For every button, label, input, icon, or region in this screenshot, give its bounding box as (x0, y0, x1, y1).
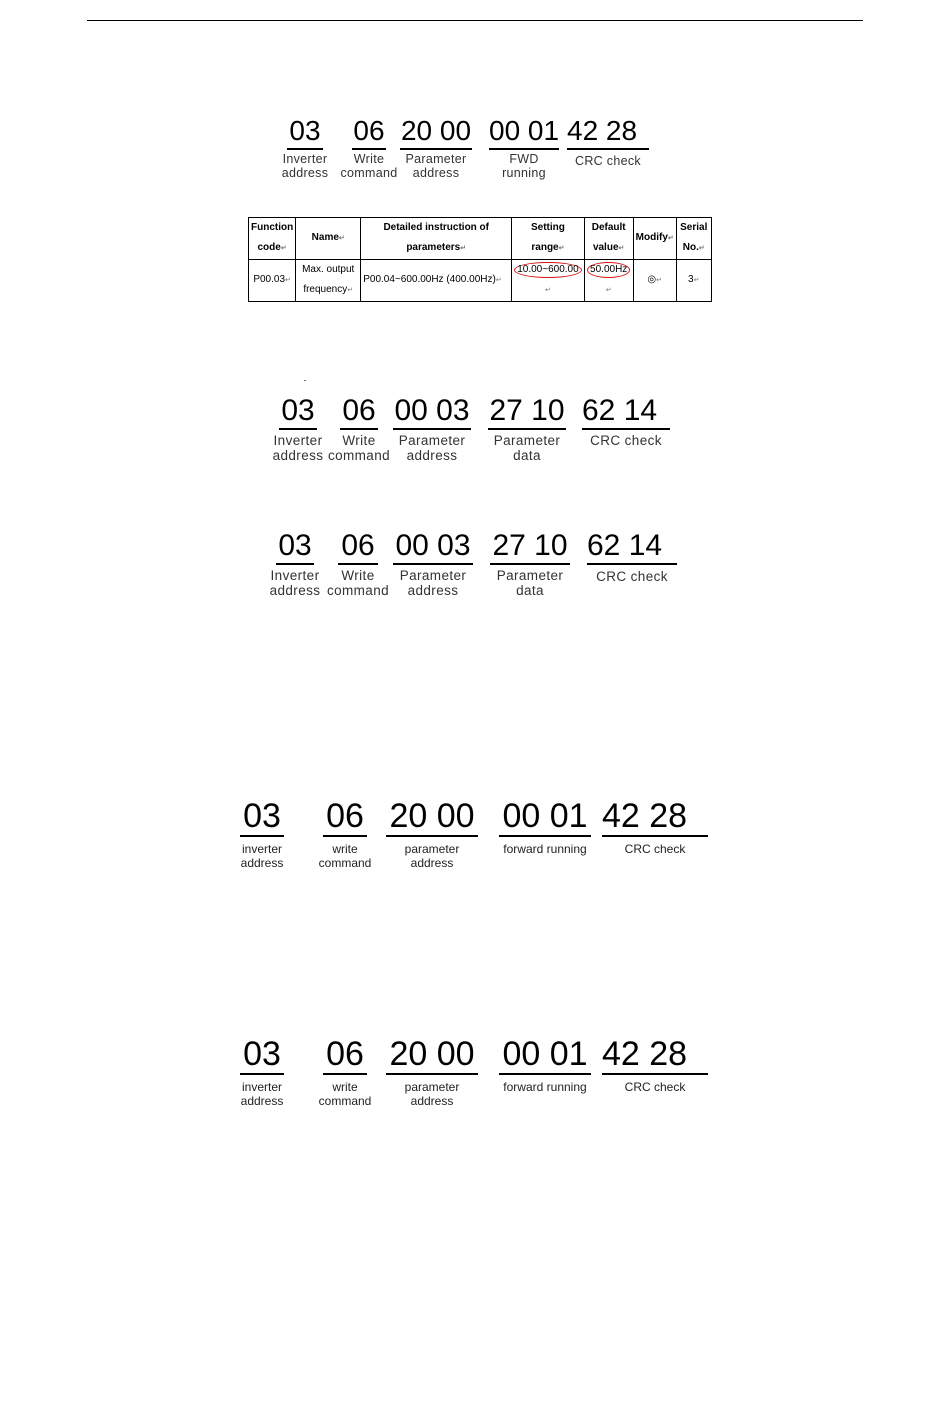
byte-label: forward running (503, 1080, 587, 1094)
highlight-ellipse: 50.00Hz (587, 262, 630, 278)
byte-hex: 06 (353, 115, 385, 146)
byte-hex: 03 (281, 394, 315, 427)
byte-underline (240, 835, 284, 837)
byte-underline (276, 563, 314, 565)
page-top-rule (87, 20, 863, 21)
byte-underline (393, 428, 471, 430)
byte-underline (490, 563, 570, 565)
cell-serial-no: 3↵ (676, 260, 711, 302)
byte-underline (489, 148, 559, 150)
byte-hex: 00 01 (502, 797, 588, 835)
byte-label: forward running (503, 842, 587, 856)
header-serial-no: Serial No.↵ (676, 218, 711, 260)
byte-hex: 20 00 (389, 1035, 475, 1073)
cell-setting-range: 10.00~600.00↵ (512, 260, 584, 302)
byte-hex: 06 (341, 529, 375, 562)
byte-label: write command (318, 842, 372, 870)
byte-label: Write command (340, 152, 398, 180)
byte-hex: 20 00 (389, 797, 475, 835)
byte-hex: 06 (342, 394, 376, 427)
byte-label: FWD running (502, 152, 546, 180)
byte-underline (567, 148, 649, 150)
byte-label: Parameter data (493, 433, 561, 463)
byte-underline (338, 563, 378, 565)
modify-symbol-icon: ◎ (647, 274, 657, 285)
stray-dot (304, 380, 306, 381)
byte-label: inverter address (240, 842, 284, 870)
byte-underline (393, 563, 473, 565)
parameter-table (248, 217, 712, 302)
byte-underline (499, 835, 591, 837)
byte-hex: 00 03 (395, 529, 471, 562)
byte-underline (602, 1073, 708, 1075)
byte-underline (602, 835, 708, 837)
byte-label: CRC check (575, 154, 641, 168)
byte-label: Inverter address (281, 152, 329, 180)
byte-hex: 42 28 (602, 1035, 688, 1073)
byte-underline (488, 428, 566, 430)
byte-underline (352, 148, 386, 150)
byte-underline (279, 428, 317, 430)
byte-underline (340, 428, 378, 430)
byte-hex: 00 01 (502, 1035, 588, 1073)
byte-underline (400, 148, 472, 150)
byte-label: parameter address (404, 842, 460, 870)
byte-label: CRC check (624, 842, 686, 856)
byte-hex: 06 (326, 1035, 364, 1073)
byte-label: Parameter data (496, 568, 564, 598)
byte-hex: 03 (243, 797, 281, 835)
cell-modify: ◎↵ (633, 260, 676, 302)
byte-hex: 00 03 (394, 394, 470, 427)
byte-underline (323, 1073, 367, 1075)
byte-label: parameter address (404, 1080, 460, 1108)
cell-name: Max. output frequency↵ (296, 260, 361, 302)
byte-hex: 03 (278, 529, 312, 562)
cell-detailed-instruction: P00.04~600.00Hz (400.00Hz)↵ (361, 260, 512, 302)
byte-hex: 62 14 (582, 394, 658, 427)
byte-hex: 27 10 (489, 394, 565, 427)
byte-label: Parameter address (399, 568, 467, 598)
highlight-ellipse: 10.00~600.00 (514, 262, 581, 278)
byte-label: CRC check (624, 1080, 686, 1094)
byte-underline (499, 1073, 591, 1075)
byte-hex: 42 28 (602, 797, 688, 835)
byte-underline (287, 148, 323, 150)
cell-default-value: 50.00Hz↵ (584, 260, 633, 302)
table-row (249, 260, 712, 302)
byte-underline (323, 835, 367, 837)
byte-label: Write command (326, 568, 390, 598)
byte-hex: 27 10 (492, 529, 568, 562)
byte-hex: 06 (326, 797, 364, 835)
byte-hex: 20 00 (400, 115, 472, 146)
byte-hex: 00 01 (489, 115, 560, 146)
header-name: Name↵ (296, 218, 361, 260)
header-function-code: Function code↵ (249, 218, 296, 260)
byte-underline (386, 835, 478, 837)
byte-hex: 62 14 (587, 529, 663, 562)
byte-label: inverter address (240, 1080, 284, 1108)
cell-function-code: P00.03↵ (249, 260, 296, 302)
byte-label: CRC check (596, 569, 668, 584)
header-default-value: Default value↵ (584, 218, 633, 260)
header-setting-range: Setting range↵ (512, 218, 584, 260)
byte-label: CRC check (590, 433, 662, 448)
byte-hex: 42 28 (567, 115, 638, 146)
byte-underline (240, 1073, 284, 1075)
byte-hex: 03 (243, 1035, 281, 1073)
byte-label: write command (318, 1080, 372, 1108)
header-modify: Modify↵ (633, 218, 676, 260)
byte-underline (582, 428, 670, 430)
byte-label: Inverter address (269, 568, 321, 598)
byte-underline (587, 563, 677, 565)
byte-label: Inverter address (272, 433, 324, 463)
byte-label: Parameter address (405, 152, 467, 180)
byte-hex: 03 (289, 115, 321, 146)
byte-underline (386, 1073, 478, 1075)
byte-label: Write command (327, 433, 391, 463)
table-header-row (249, 218, 712, 260)
byte-label: Parameter address (398, 433, 466, 463)
header-detailed-instruction: Detailed instruction of parameters↵ (361, 218, 512, 260)
